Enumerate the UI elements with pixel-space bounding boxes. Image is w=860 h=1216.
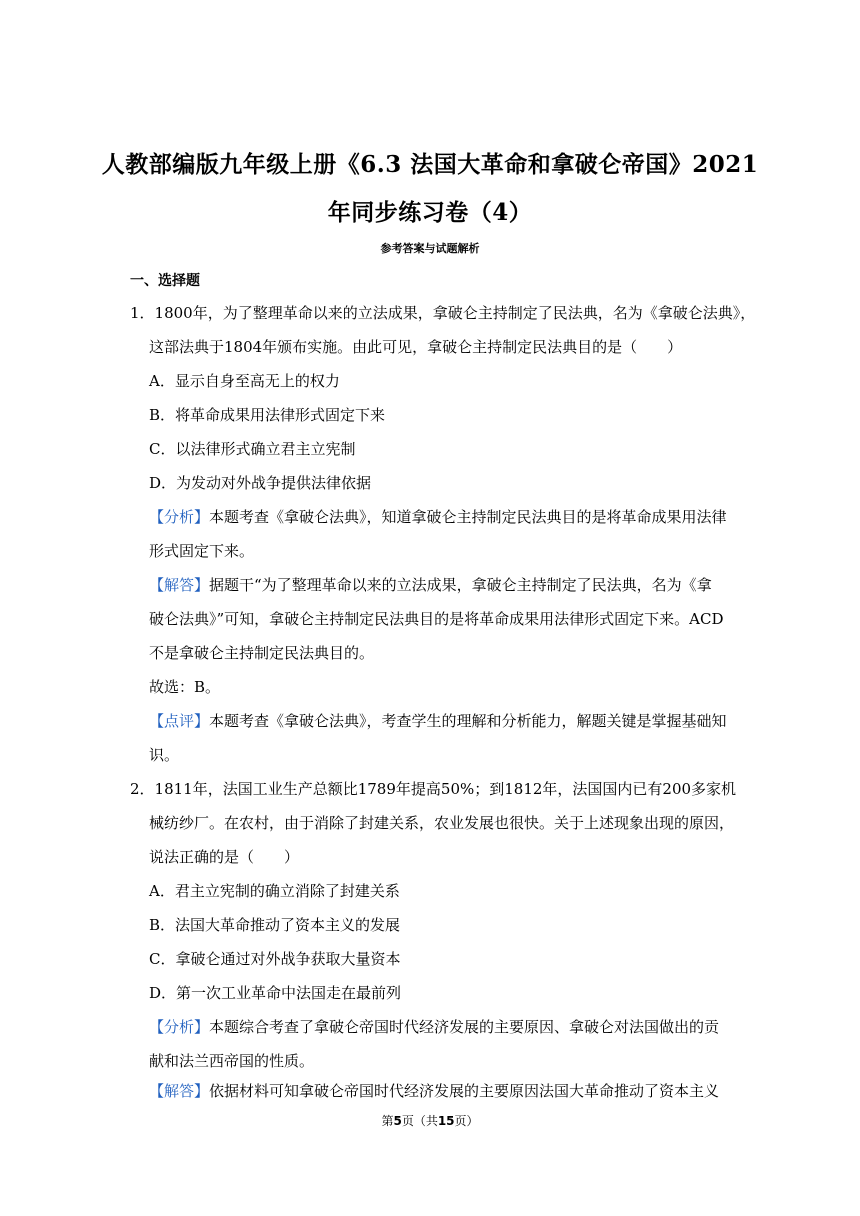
q2-analysis-tag: 【分析】 <box>149 1018 210 1036</box>
q1-option-c: C．以法律形式确立君主立宪制 <box>149 440 356 458</box>
q1-option-a: A．显示自身至高无上的权力 <box>149 372 340 390</box>
q1-analysis-line-2: 形式固定下来。 <box>149 542 255 560</box>
q2-analysis-line-1: 【分析】本题综合考查了拿破仑帝国时代经济发展的主要原因、拿破仑对法国做出的贡 <box>149 1018 720 1036</box>
q1-answer: 故选：B。 <box>149 678 221 696</box>
q2-analysis-line-2: 献和法兰西帝国的性质。 <box>149 1052 315 1070</box>
q1-analysis-tag: 【分析】 <box>149 508 210 526</box>
q1-solution-line-2: 破仑法典》”可知，拿破仑主持制定民法典目的是将革命成果用法律形式固定下来。ACD <box>149 610 724 628</box>
q2-stem-line-3: 说法正确的是（ ） <box>149 848 300 866</box>
page-footer: 第5页（共15页） <box>381 1114 479 1128</box>
q2-number: 2． <box>130 780 155 798</box>
q2-stem-line-2: 械纺纱厂。在农村，由于消除了封建关系，农业发展也很快。关于上述现象出现的原因， <box>149 814 735 832</box>
section-heading: 一、选择题 <box>130 273 200 289</box>
doc-title-line-1: 人教部编版九年级上册《6.3 法国大革命和拿破仑帝国》2021 <box>101 151 759 178</box>
q1-solution-tag: 【解答】 <box>149 576 210 594</box>
q2-option-d: D．第一次工业革命中法国走在最前列 <box>149 984 402 1002</box>
footer-page-number: 5 <box>393 1114 402 1128</box>
q1-solution-line-1: 【解答】据题干“为了整理革命以来的立法成果，拿破仑主持制定了民法典，名为《拿 <box>149 576 712 594</box>
q2-solution-tag: 【解答】 <box>149 1082 210 1100</box>
q1-analysis-line-1: 【分析】本题考查《拿破仑法典》，知道拿破仑主持制定民法典目的是将革命成果用法律 <box>149 508 727 526</box>
q1-solution-line-3: 不是拿破仑主持制定民法典目的。 <box>149 644 375 662</box>
doc-subtitle: 参考答案与试题解析 <box>380 242 480 255</box>
q2-stem-line-1: 2．1811年，法国工业生产总额比1789年提高50%；到1812年，法国国内已有200多家机 <box>130 780 737 798</box>
q1-number: 1． <box>130 304 155 322</box>
footer-total-pages: 15 <box>437 1114 455 1128</box>
q2-option-a: A．君主立宪制的确立消除了封建关系 <box>149 882 400 900</box>
q1-comment-tag: 【点评】 <box>149 712 210 730</box>
q1-option-d: D．为发动对外战争提供法律依据 <box>149 474 372 492</box>
q1-stem-line-1: 1．1800年，为了整理革命以来的立法成果，拿破仑主持制定了民法典，名为《拿破仑法典》， <box>130 304 756 322</box>
q1-comment-line-2: 识。 <box>149 746 180 764</box>
q2-option-b: B．法国大革命推动了资本主义的发展 <box>149 916 401 934</box>
q1-comment-line-1: 【点评】本题考查《拿破仑法典》，考查学生的理解和分析能力，解题关键是掌握基础知 <box>149 712 727 730</box>
q1-option-b: B．将革命成果用法律形式固定下来 <box>149 406 386 424</box>
doc-title-line-2: 年同步练习卷（4） <box>327 199 533 226</box>
q1-stem-line-2: 这部法典于1804年颁布实施。由此可见，拿破仑主持制定民法典目的是（ ） <box>149 338 683 356</box>
q2-solution-line-1: 【解答】依据材料可知拿破仑帝国时代经济发展的主要原因法国大革命推动了资本主义 <box>149 1082 720 1100</box>
q2-option-c: C．拿破仑通过对外战争获取大量资本 <box>149 950 401 968</box>
